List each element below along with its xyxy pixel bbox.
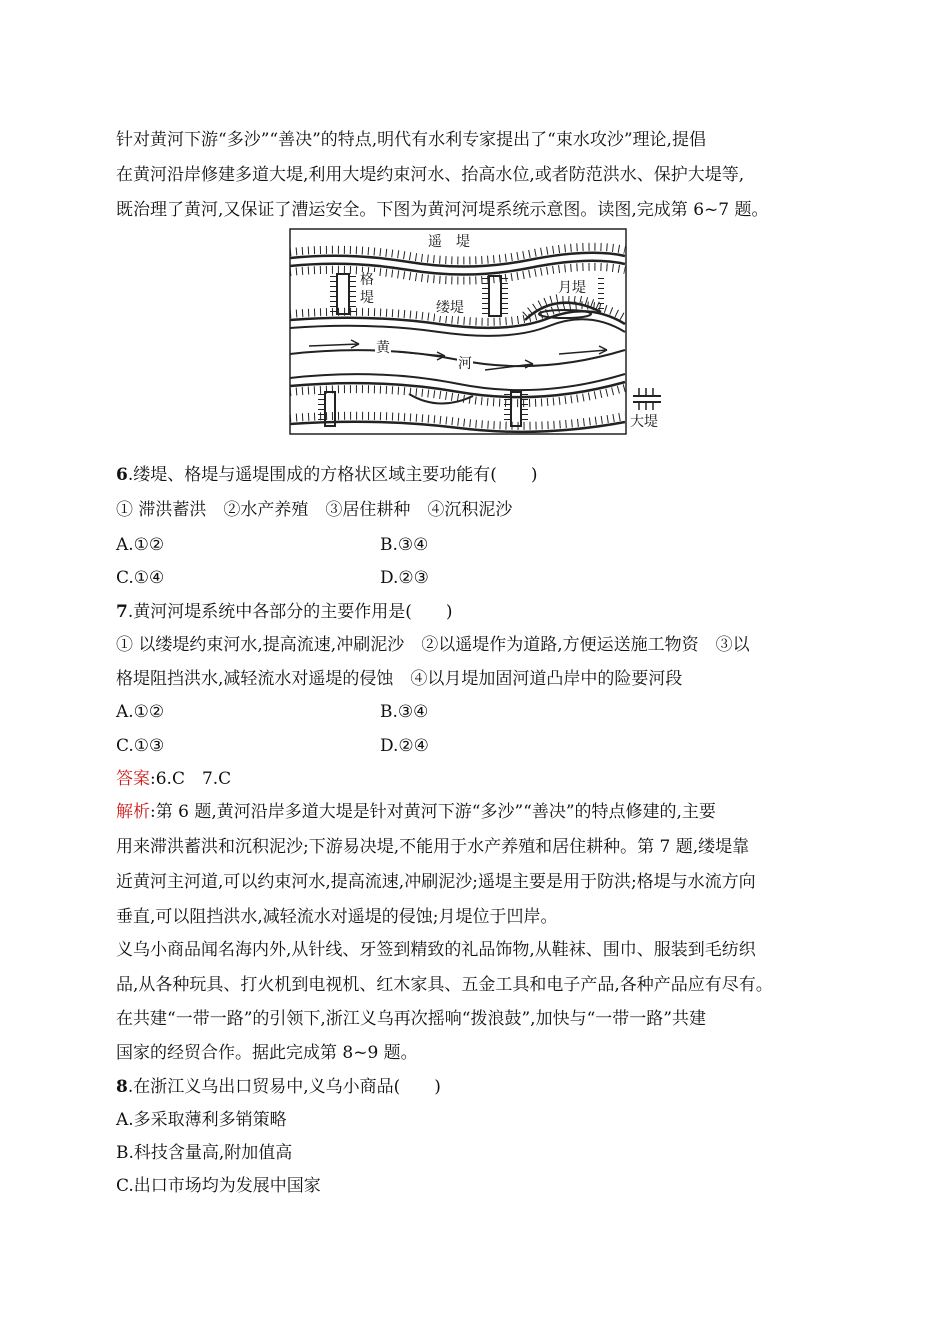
legend-levee-symbol xyxy=(633,388,661,410)
q8-number: 8 xyxy=(116,1077,128,1097)
q7-options-line-1: ① 以缕堤约束河水,提高流速,冲刷泥沙 ②以遥堤作为道路,方便运送施工物资 ③以 xyxy=(116,635,750,655)
q6-stem-text: .缕堤、格堤与遥堤围成的方格状区域主要功能有( ) xyxy=(127,465,538,485)
intro2-line-1: 义乌小商品闻名海内外,从针线、牙签到精致的礼品饰物,从鞋袜、围巾、服装到毛纺织 xyxy=(116,940,756,960)
label-ge-di: 堤 xyxy=(360,290,374,306)
intro-line-3: 既治理了黄河,又保证了漕运安全。下图为黄河河堤系统示意图。读图,完成第 6~7 题。 xyxy=(116,200,769,220)
label-he: 河 xyxy=(458,356,472,372)
analysis-line-4: 垂直,可以阻挡洪水,减轻流水对遥堤的侵蚀;月堤位于凹岸。 xyxy=(116,907,558,927)
intro2-line-3: 在共建“一带一路”的引领下,浙江义乌再次摇响“拨浪鼓”,加快与“一带一路”共建 xyxy=(116,1009,706,1029)
answer-label: 答案 xyxy=(116,769,150,789)
q6-option-b[interactable]: B.③④ xyxy=(380,535,429,555)
q7-number: 7 xyxy=(116,602,128,622)
intro2-line-4: 国家的经贸合作。据此完成第 8~9 题。 xyxy=(116,1043,418,1063)
q6-option-a[interactable]: A.①② xyxy=(116,535,165,555)
q8-option-a[interactable]: A.多采取薄利多销策略 xyxy=(116,1110,287,1130)
levee-system-diagram xyxy=(289,228,665,438)
q8-option-c[interactable]: C.出口市场均为发展中国家 xyxy=(116,1176,321,1196)
analysis-line-3: 近黄河主河道,可以约束河水,提高流速,冲刷泥沙;遥堤主要是用于防洪;格堤与水流方向 xyxy=(116,872,756,892)
label-huang: 黄 xyxy=(376,340,390,356)
answer-text: :6.C 7.C xyxy=(150,769,232,789)
analysis-text-1: :第 6 题,黄河沿岸多道大堤是针对黄河下游“多沙”“善决”的特点修建的,主要 xyxy=(150,802,716,822)
label-da-di: 大堤 xyxy=(630,414,658,430)
levee-diagram-svg xyxy=(289,228,665,438)
q7-stem xyxy=(116,600,453,624)
q6-option-c[interactable]: C.①④ xyxy=(116,568,165,588)
intro2-line-2: 品,从各种玩具、打火机到电视机、红木家具、五金工具和电子产品,各种产品应有尽有。 xyxy=(116,975,773,995)
q7-option-d[interactable]: D.②④ xyxy=(380,736,429,756)
label-ge: 格 xyxy=(360,272,374,288)
q6-choices-row-1 xyxy=(116,533,429,557)
q6-choices-row-2 xyxy=(116,566,429,590)
intro-line-1: 针对黄河下游“多沙”“善决”的特点,明代有水利专家提出了“束水攻沙”理论,提倡 xyxy=(116,130,706,150)
intro-line-2: 在黄河沿岸修建多道大堤,利用大堤约束河水、抬高水位,或者防范洪水、保护大堤等, xyxy=(116,165,745,185)
analysis-line-2: 用来滞洪蓄洪和沉积泥沙;下游易决堤,不能用于水产养殖和居住耕种。第 7 题,缕堤靠 xyxy=(116,837,750,857)
q8-stem xyxy=(116,1075,441,1099)
answer-line xyxy=(116,767,231,791)
q7-option-c[interactable]: C.①③ xyxy=(116,736,165,756)
q7-options-line-2: 格堤阻挡洪水,减轻流水对遥堤的侵蚀 ④以月堤加固河道凸岸中的险要河段 xyxy=(116,669,683,689)
q6-options-line: ① 滞洪蓄洪 ②水产养殖 ③居住耕种 ④沉积泥沙 xyxy=(116,500,513,520)
yao-di-bottom xyxy=(290,422,625,432)
q7-choices-row-2 xyxy=(116,734,429,758)
label-yue-di: 月堤 xyxy=(558,280,586,296)
label-lou-di: 缕堤 xyxy=(436,300,464,316)
q6-option-d[interactable]: D.②③ xyxy=(380,568,429,588)
q8-stem-text: .在浙江义乌出口贸易中,义乌小商品( ) xyxy=(127,1077,441,1097)
analysis-label: 解析 xyxy=(116,802,150,822)
q7-stem-text: .黄河河堤系统中各部分的主要作用是( ) xyxy=(127,602,453,622)
q7-choices-row-1 xyxy=(116,700,429,724)
ge-di-mid-top xyxy=(489,276,501,316)
label-yao-di: 遥 堤 xyxy=(428,234,470,250)
q7-option-a[interactable]: A.①② xyxy=(116,702,165,722)
q8-option-b[interactable]: B.科技含量高,附加值高 xyxy=(116,1143,293,1163)
analysis-line-1 xyxy=(116,800,716,824)
q7-option-b[interactable]: B.③④ xyxy=(380,702,429,722)
q6-stem xyxy=(116,463,538,487)
q6-number: 6 xyxy=(116,465,128,485)
